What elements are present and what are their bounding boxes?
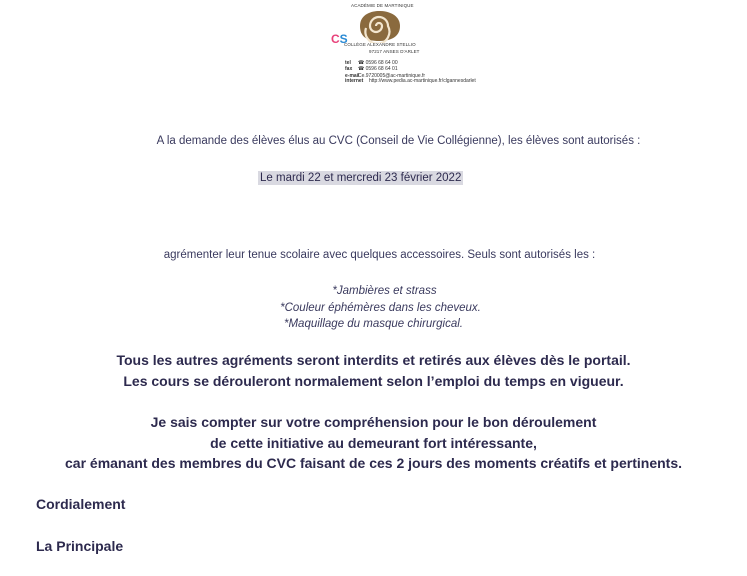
closing-paragraph	[0, 412, 747, 474]
rule-line: Les cours se dérouleront normalement selon l’emploi du temps en vigueur.	[123, 372, 624, 389]
signature: La Principale	[36, 538, 124, 554]
phone-icon: ☎	[358, 60, 365, 66]
greeting: Cordialement	[36, 496, 126, 512]
list-item: *Maquillage du masque chirurgical.	[284, 318, 463, 330]
rules-paragraph	[0, 350, 747, 391]
list-item: *Jambières et strass	[332, 285, 437, 297]
spiral-emblem-icon	[354, 9, 404, 43]
contact-tel: tel ☎ 0596 68 64 00	[345, 60, 398, 66]
rule-line: Tous les autres agréments seront interdits et retirés aux élèves dès le portail.	[116, 352, 631, 368]
intro-text: A la demande des élèves élus au CVC (Conseil de Vie Collégienne), les élèves sont autorisés :	[156, 135, 641, 147]
closing-line: de cette initiative au demeurant fort intéressante,	[210, 434, 537, 451]
fax-icon: ☎	[358, 66, 365, 72]
school-name: COLLÈGE ALEXANDRE STELLIO	[344, 42, 416, 47]
closing-line: Je sais compter sur votre compréhension pour le bon déroulement	[150, 414, 597, 430]
school-logo	[354, 9, 404, 43]
agrementer-text: agrémenter leur tenue scolaire avec quelques accessoires. Seuls sont autorisés les :	[163, 249, 596, 261]
contact-email: e-mailCe.9720005@ac-martinique.fr	[345, 73, 426, 79]
contact-fax: fax ☎ 0596 68 64 01	[345, 66, 398, 72]
cs-logo: CS	[331, 32, 348, 46]
date-line: Le mardi 22 et mercredi 23 février 2022	[260, 172, 462, 184]
school-town: 97217 ANSES D'ARLET	[369, 49, 420, 54]
academy-name: ACADÉMIE DE MARTINIQUE	[351, 3, 414, 8]
contact-internet: internet http://www.pedia.ac-martinique.fr/clgannesdarlet	[345, 78, 476, 84]
list-item: *Couleur éphémères dans les cheveux.	[280, 301, 481, 314]
allowed-items-list	[0, 283, 747, 333]
closing-line: car émanant des membres du CVC faisant de ces 2 jours des moments créatifs et pertinents.	[65, 455, 682, 471]
